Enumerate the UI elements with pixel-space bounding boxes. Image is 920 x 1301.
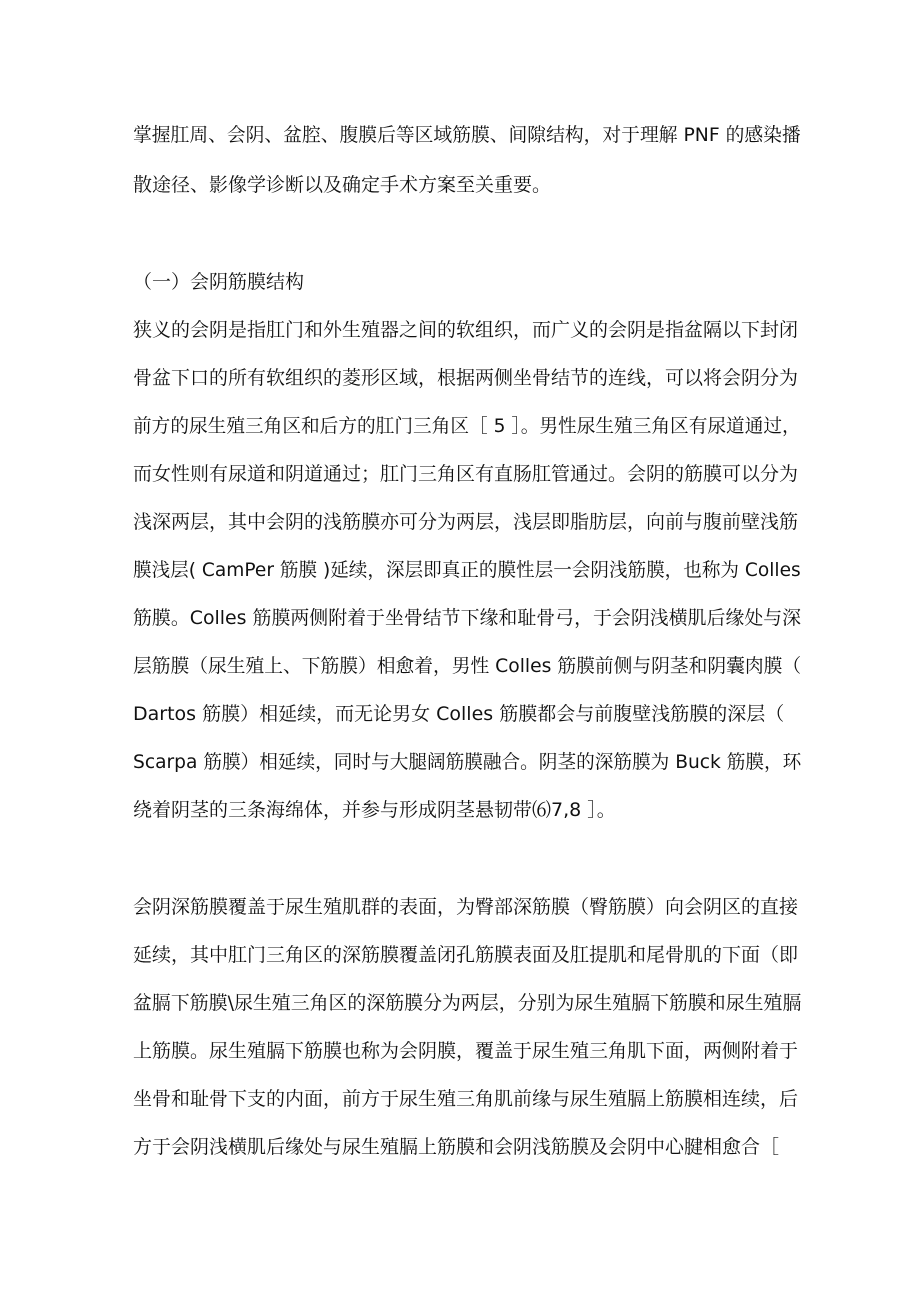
paragraph-line: 掌握肛周、会阴、盆腔、腹膜后等区域筋膜、间隙结构，对于理解 PNF 的感染播 xyxy=(133,124,801,146)
paragraph-line: 浅深两层，其中会阴的浅筋膜亦可分为两层，浅层即脂肪层，向前与腹前壁浅筋 xyxy=(133,511,799,533)
paragraph-line: 骨盆下口的所有软组织的菱形区域，根据两侧坐骨结节的连线，可以将会阴分为 xyxy=(133,367,799,389)
paragraph-line: 会阴深筋膜覆盖于尿生殖肌群的表面，为臀部深筋膜（臀筋膜）向会阴区的直接 xyxy=(133,896,799,918)
paragraph-line: 筋膜。Colles 筋膜两侧附着于坐骨结节下缘和耻骨弓，于会阴浅横肌后缘处与深 xyxy=(133,607,802,629)
paragraph-line: 狭义的会阴是指肛门和外生殖器之间的软组织，而广义的会阴是指盆隔以下封闭 xyxy=(133,319,799,341)
paragraph-line: 层筋膜（尿生殖上、下筋膜）相愈着，男性 Colles 筋膜前侧与阴茎和阴囊肉膜（ xyxy=(133,655,802,677)
paragraph-line: 前方的尿生殖三角区和后方的肛门三角区［ 5 ］。男性尿生殖三角区有尿道通过， xyxy=(133,415,801,437)
paragraph-line: Dartos 筋膜）相延续，而无论男女 Colles 筋膜都会与前腹壁浅筋膜的深层（ xyxy=(133,703,785,725)
paragraph-line: 上筋膜。尿生殖膈下筋膜也称为会阴膜，覆盖于尿生殖三角肌下面，两侧附着于 xyxy=(133,1040,799,1062)
paragraph-line: 盆膈下筋膜\尿生殖三角区的深筋膜分为两层，分别为尿生殖膈下筋膜和尿生殖膈 xyxy=(133,992,802,1014)
paragraph-line: 方于会阴浅横肌后缘处与尿生殖膈上筋膜和会阴浅筋膜及会阴中心腱相愈合［ xyxy=(133,1136,780,1158)
paragraph-line: Scarpa 筋膜）相延续，同时与大腿阔筋膜融合。阴茎的深筋膜为 Buck 筋膜，环 xyxy=(133,751,802,773)
paragraph-line: 坐骨和耻骨下支的内面，前方于尿生殖三角肌前缘与尿生殖膈上筋膜相连续，后 xyxy=(133,1088,799,1110)
paragraph-line: 延续，其中肛门三角区的深筋膜覆盖闭孔筋膜表面及肛提肌和尾骨肌的下面（即 xyxy=(133,944,799,966)
paragraph-line: 散途径、影像学诊断以及确定手术方案至关重要。 xyxy=(133,174,552,196)
paragraph-line: 膜浅层( CamPer 筋膜 )延续，深层即真正的膜性层一会阴浅筋膜，也称为 Colles xyxy=(133,559,801,581)
paragraph-line: 绕着阴茎的三条海绵体，并参与形成阴茎悬韧带⑹7,8 ］。 xyxy=(133,799,616,821)
section-heading: （一）会阴筋膜结构 xyxy=(133,271,305,293)
paragraph-line: 而女性则有尿道和阴道通过；肛门三角区有直肠肛管通过。会阴的筋膜可以分为 xyxy=(133,463,799,485)
